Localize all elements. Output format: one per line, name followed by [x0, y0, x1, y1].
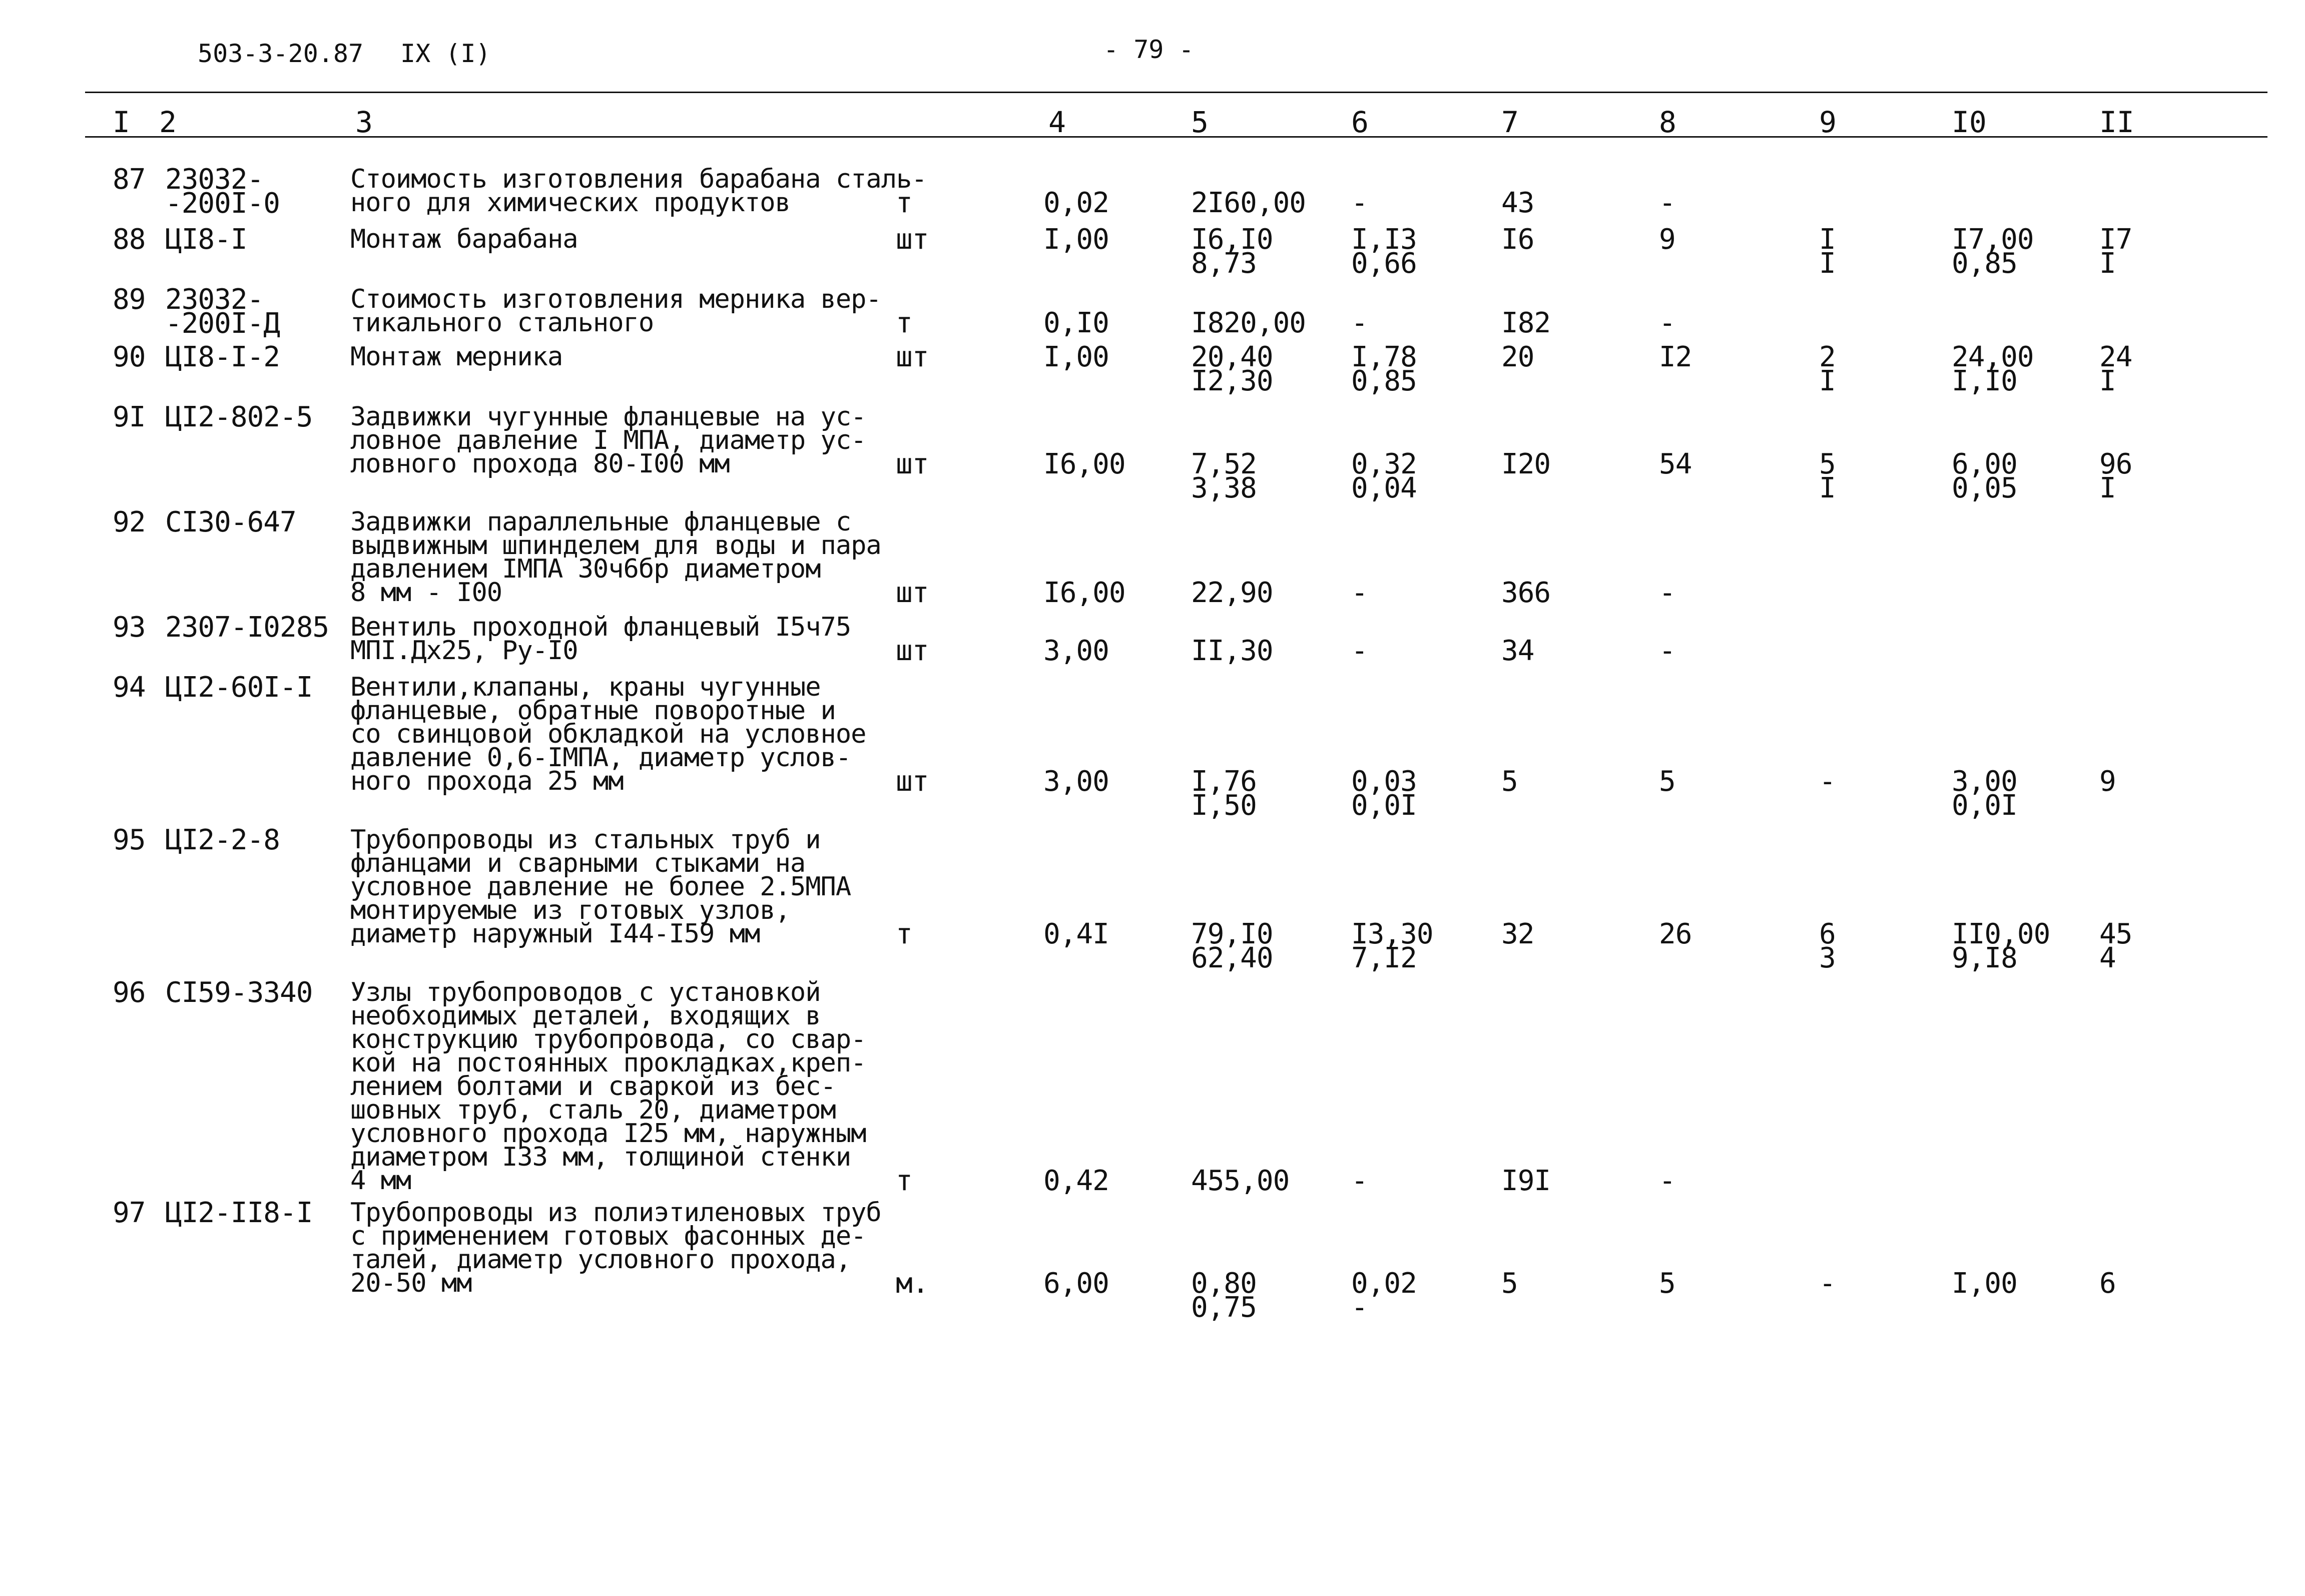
column-header: 7: [1501, 105, 1519, 139]
quantity-cell: 3,00: [1043, 635, 1109, 667]
row-number: 89: [113, 283, 146, 316]
unit-cell: шт: [896, 223, 929, 256]
column-6-cell: 0,02 -: [1351, 1267, 1417, 1324]
column-11-cell: 96 I: [2099, 448, 2132, 504]
column-5-cell: II,30: [1191, 635, 1273, 667]
column-header: 2: [159, 105, 177, 139]
quantity-cell: 3,00: [1043, 765, 1109, 798]
column-header: 5: [1191, 105, 1209, 139]
column-9-cell: I I: [1819, 223, 1836, 280]
column-7-cell: 5: [1501, 1267, 1518, 1300]
unit-cell: т: [896, 187, 912, 219]
column-5-cell: I,76 I,50: [1191, 765, 1257, 822]
document-code: 503-3-20.87: [198, 39, 364, 68]
section-label: IX (I): [400, 39, 491, 68]
column-header: 6: [1351, 105, 1369, 139]
column-8-cell: -: [1659, 307, 1675, 339]
column-7-cell: I6: [1501, 223, 1534, 256]
column-9-cell: -: [1819, 1267, 1836, 1300]
row-number: 90: [113, 341, 146, 373]
column-9-cell: 2 I: [1819, 341, 1836, 397]
page-number: - 79 -: [1103, 35, 1194, 64]
unit-cell: т: [896, 918, 912, 950]
row-number: 96: [113, 976, 146, 1009]
description-cell: Задвижки параллельные фланцевые с выдвижным шпинделем для воды и пара давлением IМПА 30ч6бр диаметром 8 мм - I00: [350, 507, 881, 608]
header-bottom-rule: [85, 136, 2267, 138]
description-cell: Стоимость изготовления барабана сталь- ного для химических продуктов: [350, 164, 927, 218]
row-number: 87: [113, 163, 146, 196]
item-code: ЦI2-60I-I: [165, 671, 313, 704]
item-code: ЦI8-I: [165, 223, 247, 256]
item-code: ЦI2-II8-I: [165, 1197, 313, 1229]
column-7-cell: 5: [1501, 765, 1518, 798]
column-header: 3: [355, 105, 373, 139]
column-9-cell: 5 I: [1819, 448, 1836, 504]
column-5-cell: 20,40 I2,30: [1191, 341, 1273, 397]
unit-cell: шт: [896, 765, 929, 798]
description-cell: Монтаж мерника: [350, 342, 563, 372]
column-10-cell: 24,00 I,I0: [1952, 341, 2034, 397]
column-header: 4: [1048, 105, 1066, 139]
description-cell: Монтаж барабана: [350, 224, 578, 254]
description-cell: Трубопроводы из стальных труб и фланцами и сварными стыками на условное давление не более 2.5МПА монтируемые из готовых узлов, диаметр наружный I44-I59 мм: [350, 825, 851, 949]
column-11-cell: 24 I: [2099, 341, 2132, 397]
description-cell: Вентили,клапаны, краны чугунные фланцевые, обратные поворотные и со свинцовой обкладкой на условное давление 0,6-IМПА, диаметр услов- ного прохода 25 мм: [350, 672, 866, 796]
column-6-cell: -: [1351, 307, 1368, 339]
item-code: ЦI8-I-2: [165, 341, 280, 373]
column-5-cell: 0,80 0,75: [1191, 1267, 1257, 1324]
column-7-cell: 34: [1501, 635, 1534, 667]
column-8-cell: -: [1659, 187, 1675, 219]
unit-cell: т: [896, 1165, 912, 1197]
row-number: 97: [113, 1197, 146, 1229]
column-8-cell: 54: [1659, 448, 1692, 480]
column-7-cell: I82: [1501, 307, 1551, 339]
unit-cell: шт: [896, 577, 929, 609]
quantity-cell: 6,00: [1043, 1267, 1109, 1300]
description-cell: Вентиль проходной фланцевый I5ч75 МПI.Дх25, Ру-I0: [350, 612, 851, 666]
column-11-cell: 6: [2099, 1267, 2116, 1300]
column-header: 9: [1819, 105, 1837, 139]
column-7-cell: I9I: [1501, 1165, 1551, 1197]
column-11-cell: 45 4: [2099, 918, 2132, 974]
description-cell: Задвижки чугунные фланцевые на ус- ловное давление I МПА, диаметр ус- ловного прохода 80-I00 мм: [350, 402, 866, 479]
column-10-cell: I7,00 0,85: [1952, 223, 2034, 280]
column-5-cell: 2I60,00: [1191, 187, 1306, 219]
unit-cell: шт: [896, 341, 929, 373]
quantity-cell: I6,00: [1043, 577, 1125, 609]
column-10-cell: 3,00 0,0I: [1952, 765, 2017, 822]
unit-cell: шт: [896, 448, 929, 480]
column-header: II: [2099, 105, 2134, 139]
item-code: 2307-I0285: [165, 611, 329, 644]
column-8-cell: 26: [1659, 918, 1692, 950]
column-5-cell: 79,I0 62,40: [1191, 918, 1273, 974]
quantity-cell: 0,4I: [1043, 918, 1109, 950]
row-number: 94: [113, 671, 146, 704]
column-8-cell: -: [1659, 1165, 1675, 1197]
column-7-cell: 32: [1501, 918, 1534, 950]
column-8-cell: 5: [1659, 1267, 1675, 1300]
unit-cell: шт: [896, 635, 929, 667]
column-9-cell: 6 3: [1819, 918, 1836, 974]
row-number: 9I: [113, 401, 146, 433]
row-number: 92: [113, 506, 146, 539]
column-11-cell: I7 I: [2099, 223, 2132, 280]
column-5-cell: 22,90: [1191, 577, 1273, 609]
description-cell: Стоимость изготовления мерника вер- тикального стального: [350, 284, 881, 338]
quantity-cell: 0,02: [1043, 187, 1109, 219]
item-code: ЦI2-2-8: [165, 824, 280, 856]
column-5-cell: I6,I0 8,73: [1191, 223, 1273, 280]
column-10-cell: I,00: [1952, 1267, 2017, 1300]
item-code: СI59-3340: [165, 976, 313, 1009]
column-8-cell: 9: [1659, 223, 1675, 256]
column-7-cell: 20: [1501, 341, 1534, 373]
column-6-cell: I3,30 7,I2: [1351, 918, 1433, 974]
column-10-cell: 6,00 0,05: [1952, 448, 2017, 504]
column-5-cell: I820,00: [1191, 307, 1306, 339]
column-6-cell: -: [1351, 1165, 1368, 1197]
column-header: I0: [1952, 105, 1987, 139]
unit-cell: м.: [896, 1267, 929, 1300]
quantity-cell: I6,00: [1043, 448, 1125, 480]
column-8-cell: 5: [1659, 765, 1675, 798]
item-code: СI30-647: [165, 506, 296, 539]
item-code: 23032- -200I-0: [165, 163, 280, 220]
column-10-cell: II0,00 9,I8: [1952, 918, 2050, 974]
column-5-cell: 455,00: [1191, 1165, 1290, 1197]
column-6-cell: -: [1351, 635, 1368, 667]
column-7-cell: I20: [1501, 448, 1551, 480]
quantity-cell: 0,I0: [1043, 307, 1109, 339]
column-11-cell: 9: [2099, 765, 2116, 798]
table-top-rule: [85, 92, 2267, 93]
column-7-cell: 43: [1501, 187, 1534, 219]
column-header: I: [113, 105, 130, 139]
column-6-cell: I,I3 0,66: [1351, 223, 1417, 280]
description-cell: Трубопроводы из полиэтиленовых труб с применением готовых фасонных де- талей, диаметр условного прохода, 20-50 мм: [350, 1198, 881, 1298]
item-code: ЦI2-802-5: [165, 401, 313, 433]
unit-cell: т: [896, 307, 912, 339]
column-9-cell: -: [1819, 765, 1836, 798]
row-number: 95: [113, 824, 146, 856]
column-6-cell: 0,03 0,0I: [1351, 765, 1417, 822]
column-6-cell: -: [1351, 577, 1368, 609]
quantity-cell: I,00: [1043, 223, 1109, 256]
column-6-cell: -: [1351, 187, 1368, 219]
column-6-cell: I,78 0,85: [1351, 341, 1417, 397]
column-8-cell: -: [1659, 635, 1675, 667]
column-header: 8: [1659, 105, 1676, 139]
column-7-cell: 366: [1501, 577, 1551, 609]
column-6-cell: 0,32 0,04: [1351, 448, 1417, 504]
quantity-cell: 0,42: [1043, 1165, 1109, 1197]
column-8-cell: I2: [1659, 341, 1692, 373]
row-number: 93: [113, 611, 146, 644]
quantity-cell: I,00: [1043, 341, 1109, 373]
row-number: 88: [113, 223, 146, 256]
column-8-cell: -: [1659, 577, 1675, 609]
item-code: 23032- -200I-Д: [165, 283, 280, 340]
column-5-cell: 7,52 3,38: [1191, 448, 1257, 504]
description-cell: Узлы трубопроводов с установкой необходимых деталей, входящих в конструкцию трубопровода, со свар- кой на постоянных прокладках,креп- лением болтами и сваркой из бес- шовных труб, сталь 20, диаметром условного прохода I25 мм, наружным диаметром I33 мм, толщиной стенки 4 мм: [350, 977, 866, 1196]
